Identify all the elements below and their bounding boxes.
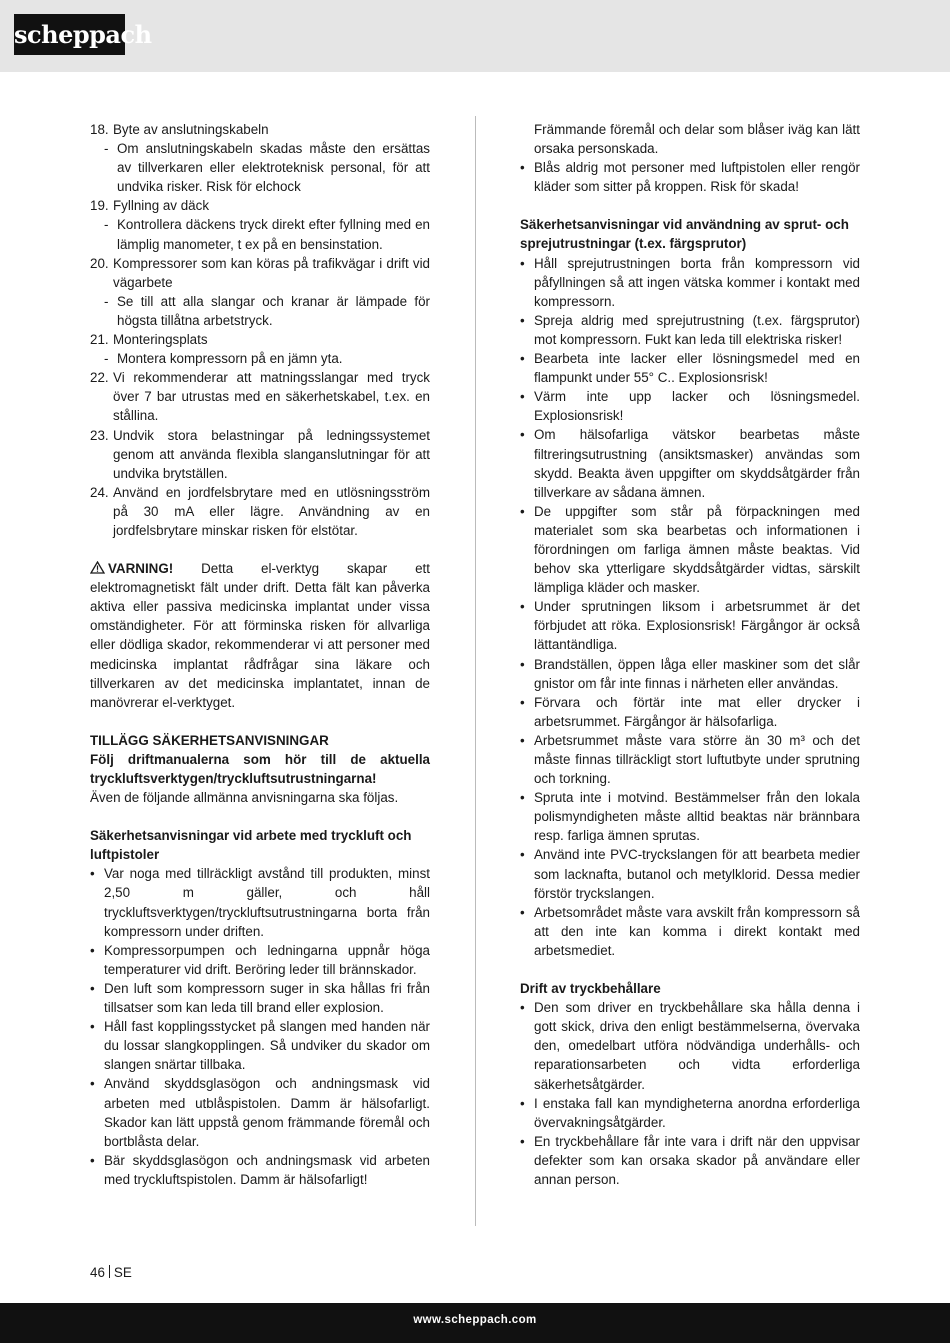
item-text: Byte av anslutningskabeln — [113, 122, 269, 137]
dash-item: - Om anslutningskabeln skadas måste den ersättas av tillverkaren eller elektroteknisk personal, för att undvika risker. Risk för elchock — [104, 141, 430, 195]
list-item: • Spruta inte i motvind. Bestämmelser från den lokala polismyndigheten måste alltid beaktas när brännbara resp. farliga ämnen sprutas. — [520, 790, 860, 844]
continued-text: Främmande föremål och delar som blåser iväg kan lätt orsaka personskada. — [534, 122, 860, 157]
numbered-item — [90, 426, 430, 483]
numbered-item — [90, 196, 430, 215]
item-text: Använd en jordfelsbrytare med en utlösningsström på 30 mA eller lägre. Användning av en jordfelsbrytare minskar risken för elstötar. — [113, 484, 430, 538]
item-text: Kompressorer som kan köras på trafikvägar i drift vid vägarbete — [113, 255, 430, 290]
list-item-text: Under sprutningen liksom i arbetsrummet är det förbjudet att röka. Explosionsrisk! Färgångor är också lättantändliga. — [534, 599, 860, 653]
bullet-list-spray — [520, 254, 860, 960]
section-heading-compressed-air: Säkerhetsanvisningar vid arbete med tryckluft och luftpistoler — [90, 828, 412, 863]
item-number: 24. — [90, 484, 109, 500]
list-item: • Under sprutningen liksom i arbetsrummet är det förbjudet att röka. Explosionsrisk! Färgångor är också lättantändliga. — [520, 599, 860, 653]
list-item: • Använd inte PVC-tryckslangen för att bearbeta medier som lacknafta, butanol och metylklorid. Dessa medier förstör tryckslangen. — [520, 847, 860, 901]
page-number-value: 46 — [90, 1265, 105, 1280]
list-item: • Den som driver en tryckbehållare ska hålla denna i gott skick, driva den enligt bestämmelserna, övervaka den, omedelbart utföra nödvändiga underhålls- och reparationsarbeten och vidta erforderliga säkerhetsåtgärder. — [520, 1000, 860, 1092]
list-item-text: Håll sprejutrustningen borta från kompressorn vid påfyllningen så att ingen vätska kommer i kontakt med kompressorn. — [534, 255, 860, 309]
list-item-text: Brandställen, öppen låga eller maskiner som det slår gnistor om får inte finnas i närheten eller användas. — [534, 656, 860, 691]
list-item-text: Använd skyddsglasögon och andningsmask vid arbeten med utblåspistolen. Damm är hälsofarligt. Skador kan lätt uppstå genom främmande föremål och bortblåsta delar. — [104, 1076, 430, 1149]
dash-item: - Montera kompressorn på en jämn yta. — [104, 351, 343, 367]
list-item-text: Spreja aldrig med sprejutrustning (t.ex. färgsprutor) mot kompressorn. Fukt kan leda till elektriska risker! — [534, 312, 860, 347]
list-item: • Arbetsområdet måste vara avskilt från kompressorn så att den inte kan komma i direkt kontakt med arbetsmediet. — [520, 904, 860, 958]
list-item: • Var noga med tillräckligt avstånd till produkten, minst 2,50 m gäller, och håll tryckluftsverktygen/tryckluftsutrustningarna borta från kompressorn under driften. — [90, 866, 430, 939]
list-item-text: De uppgifter som står på förpackningen med materialet som ska bearbetas och informationen i förordningen om farliga ämnen måste beaktas. Vid behov ska ytterligare skyddsåtgärder vidtas, särskilt lämpliga kläder och masker. — [534, 503, 860, 596]
dash-item: - Se till att alla slangar och kranar är lämpade för högsta tillåtna arbetstryck. — [104, 293, 430, 328]
right-column — [520, 120, 860, 1189]
bullet-list-compressed-air — [90, 864, 430, 1189]
item-text: Se till att alla slangar och kranar är lämpade för högsta tillåtna arbetstryck. — [117, 293, 430, 328]
item-text: Montera kompressorn på en jämn yta. — [117, 351, 343, 367]
item-text: Undvik stora belastningar på ledningssystemet genom att använda flexibla slanganslutningar för att undvika brytställen. — [113, 427, 430, 481]
list-item: • Använd skyddsglasögon och andningsmask vid arbeten med utblåspistolen. Damm är hälsofarligt. Skador kan lätt uppstå genom främmande föremål och bortblåsta delar. — [90, 1076, 430, 1149]
page-header — [0, 0, 950, 72]
list-item: • Blås aldrig mot personer med luftpistolen eller rengör kläder som sitter på kroppen. Risk för skada! — [520, 160, 860, 195]
page-separator — [109, 1265, 110, 1278]
item-text: Vi rekommenderar att matningsslangar med tryck över 7 bar utrustas med en säkerhetskabel, t.ex. en stållina. — [113, 370, 430, 424]
page-number — [90, 1265, 132, 1280]
list-item: • Brandställen, öppen låga eller maskiner som det slår gnistor om får inte finnas i närheten eller användas. — [520, 656, 860, 691]
item-number: 23. — [90, 427, 109, 443]
list-item-text: Håll fast kopplingsstycket på slangen med handen när du lossar slangkopplingen. Så undviker du skador om slangen snärtar tillbaka. — [104, 1019, 430, 1073]
warning-triangle-icon — [90, 561, 105, 574]
list-item: • Arbetsrummet måste vara större än 30 m³ och det måste finnas tillräckligt stort luftutbyte under sprutning och torkning. — [520, 732, 860, 787]
website-url: www.scheppach.com — [413, 1314, 537, 1326]
list-item: • Den luft som kompressorn suger in ska hållas fri från tillsatser som kan leda till brand eller explosion. — [90, 980, 430, 1016]
numbered-item — [90, 120, 430, 139]
section-heading-pressure-vessel: Drift av tryckbehållare — [520, 981, 661, 997]
list-item-text: I enstaka fall kan myndigheterna anordna erforderliga övervakningsåtgärder. — [534, 1095, 860, 1130]
list-item-text: Arbetsområdet måste vara avskilt från kompressorn så att den inte kan komma i direkt kontakt med arbetsmediet. — [534, 904, 860, 958]
item-number: 22. — [90, 370, 109, 386]
list-item: • Värm inte upp lacker och lösningsmedel. Explosionsrisk! — [520, 389, 860, 424]
list-item: • En tryckbehållare får inte vara i drift när den uppvisar defekter som kan orsaka skador på användare eller annan person. — [520, 1133, 860, 1187]
extra-safety-text: Även de följande allmänna anvisningarna ska följas. — [90, 790, 399, 806]
dash-item: - Kontrollera däckens tryck direkt efter fyllning med en lämplig manometer, t ex på en bensinstation. — [104, 217, 430, 252]
bullet-list-pressure-vessel — [520, 998, 860, 1189]
item-number: 21. — [90, 332, 109, 348]
column-divider — [475, 116, 476, 1226]
numbered-item — [90, 254, 430, 292]
list-item-text: Spruta inte i motvind. Bestämmelser från den lokala polismyndigheten måste alltid beaktas när brännbara resp. farliga ämnen sprutas. — [534, 790, 860, 844]
list-item-text: Bearbeta inte lacker eller lösningsmedel med en flampunkt under 55° C.. Explosionsrisk! — [534, 351, 860, 386]
list-item-text: En tryckbehållare får inte vara i drift när den uppvisar defekter som kan orsaka skador på användare eller annan person. — [534, 1133, 860, 1187]
list-item: • Bär skyddsglasögon och andningsmask vid arbeten med tryckluftspistolen. Damm är hälsofarligt! — [90, 1152, 430, 1187]
list-item-text: Den luft som kompressorn suger in ska hållas fri från tillsatser som kan leda till brand eller explosion. — [104, 980, 430, 1016]
numbered-item — [90, 368, 430, 425]
list-item-text: Värm inte upp lacker och lösningsmedel. Explosionsrisk! — [534, 389, 860, 424]
list-item-text: Använd inte PVC-tryckslangen för att bearbeta medier som lacknafta, butanol och metylklorid. Dessa medier förstör tryckslangen. — [534, 847, 860, 901]
list-item: • Om hälsofarliga vätskor bearbetas måste filtreringsutrustning (ansiktsmasker) användas som skydd. Beakta även uppgifter om skyddsåtgärder från tillverkare av sådana ämnen. — [520, 427, 860, 500]
list-item-text: Den som driver en tryckbehållare ska hålla denna i gott skick, driva den enligt bestämmelserna, övervaka den, omedelbart utföra nödvändiga underhålls- och reparationsarbeten och vidta erforderliga säkerhetsåtgärder. — [534, 1000, 860, 1092]
list-item-text: Om hälsofarliga vätskor bearbetas måste filtreringsutrustning (ansiktsmasker) användas som skydd. Beakta även uppgifter om skyddsåtgärder från tillverkare av sådana ämnen. — [534, 427, 860, 500]
scheppach-logo: scheppach — [14, 14, 125, 55]
item-text: Monteringsplats — [113, 332, 208, 348]
item-number: 18. — [90, 122, 109, 137]
warning-paragraph — [90, 559, 430, 712]
extra-safety-bold-text: Följ driftmanualerna som hör till de aktuella tryckluftsverktygen/tryckluftsutrustningarna! — [90, 751, 430, 786]
list-item-text: Arbetsrummet måste vara större än 30 m³ och det måste finnas tillräckligt stort luftutbyte under sprutning och torkning. — [534, 732, 860, 787]
numbered-list — [90, 120, 430, 540]
item-text: Om anslutningskabeln skadas måste den ersättas av tillverkaren eller elektroteknisk personal, för att undvika risker. Risk för elchock — [117, 141, 430, 195]
numbered-item — [90, 330, 430, 349]
list-item: • De uppgifter som står på förpackningen med materialet som ska bearbetas och informationen i förordningen om farliga ämnen måste beaktas. Vid behov ska ytterligare skyddsåtgärder vidtas, särskilt lämpliga kläder och masker. — [520, 503, 860, 596]
item-text: Kontrollera däckens tryck direkt efter fyllning med en lämplig manometer, t ex på en bensinstation. — [117, 217, 430, 252]
language-code: SE — [113, 1265, 132, 1280]
page-footer — [0, 1303, 950, 1343]
list-item-text: Var noga med tillräckligt avstånd till produkten, minst 2,50 m gäller, och håll tryckluftsverktygen/tryckluftsutrustningarna borta från kompressorn under driften. — [104, 866, 430, 939]
list-item: • Håll sprejutrustningen borta från kompressorn vid påfyllningen så att ingen vätska kommer i kontakt med kompressorn. — [520, 255, 860, 309]
numbered-item — [90, 483, 430, 540]
left-column — [90, 120, 430, 1189]
list-item-text: Förvara och förtär inte mat eller drycker i arbetsrummet. Färgångor är hälsofarliga. — [534, 694, 860, 729]
list-item: • Kompressorpumpen och ledningarna uppnår höga temperaturer vid drift. Beröring leder till brännskador. — [90, 942, 430, 977]
warning-text: Detta el-verktyg skapar ett elektromagnetiskt fält under drift. Detta fält kan påverka aktiva eller passiva medicinska implantat under vissa omständigheter. För att förminska risken för allvarliga eller dödliga skador, rekommenderar vi att personer med medicinska implantat rådfrågar sina läkare och tillverkaren av det medicinska implantatet, innan de manövrerar el-verktyget. — [90, 561, 430, 710]
list-item-text: Kompressorpumpen och ledningarna uppnår höga temperaturer vid drift. Beröring leder till brännskador. — [104, 942, 430, 977]
item-number: 19. — [90, 198, 109, 214]
extra-safety-heading: TILLÄGG SÄKERHETSANVISNINGAR — [90, 732, 329, 748]
list-item: • Håll fast kopplingsstycket på slangen med handen när du lossar slangkopplingen. Så undviker du skador om slangen snärtar tillbaka. — [90, 1019, 430, 1073]
list-item: • Spreja aldrig med sprejutrustning (t.ex. färgsprutor) mot kompressorn. Fukt kan leda till elektriska risker! — [520, 312, 860, 347]
item-text: Fyllning av däck — [113, 198, 210, 214]
list-item: • Förvara och förtär inte mat eller drycker i arbetsrummet. Färgångor är hälsofarliga. — [520, 694, 860, 729]
list-item: • Bearbeta inte lacker eller lösningsmedel med en flampunkt under 55° C.. Explosionsrisk! — [520, 351, 860, 386]
list-item-text: Bär skyddsglasögon och andningsmask vid arbeten med tryckluftspistolen. Damm är hälsofarligt! — [104, 1152, 430, 1187]
warning-label: VARNING! — [108, 561, 174, 577]
item-number: 20. — [90, 255, 109, 271]
list-item: • I enstaka fall kan myndigheterna anordna erforderliga övervakningsåtgärder. — [520, 1095, 860, 1130]
section-heading-spray: Säkerhetsanvisningar vid användning av sprut- och sprejutrustningar (t.ex. färgsprutor) — [520, 217, 849, 252]
